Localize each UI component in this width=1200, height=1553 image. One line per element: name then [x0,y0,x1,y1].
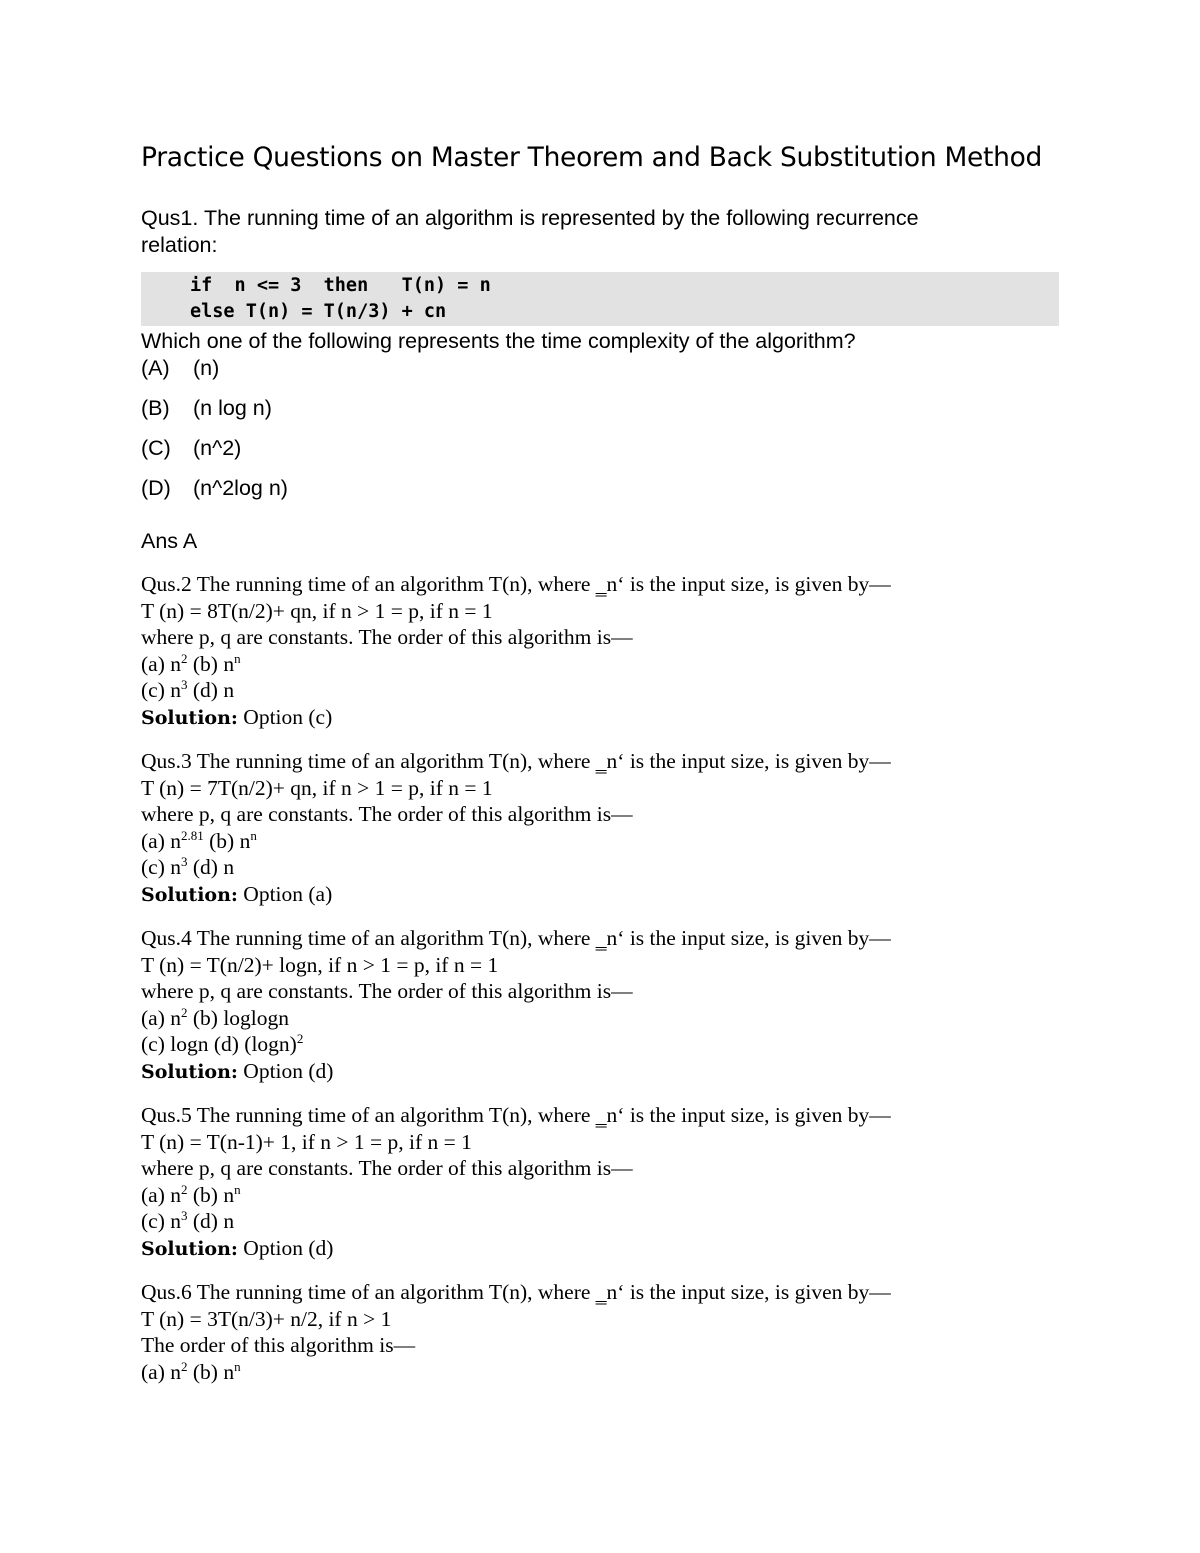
solution [141,704,891,731]
question-recurrence: T (n) = 8T(n/2)+ qn, if n > 1 = p, if n = 1 [141,598,493,623]
option-text: (n^2) [193,436,242,460]
option-a-exponent: 2 [181,1181,188,1197]
option-text: (n^2log n) [193,476,288,500]
option-c-exponent: 3 [181,677,188,692]
options-ab [141,1005,891,1032]
option-b-exponent: n [234,1181,241,1197]
option-letter: (A) [141,356,170,380]
option-a-text: (a) n [141,1005,181,1030]
solution-text: Option (c) [237,704,333,729]
question-recurrence: T (n) = T(n/2)+ logn, if n > 1 = p, if n = 1 [141,952,499,977]
option-a-text: (a) n [141,651,181,676]
question-stem: Qus.2 The running time of an algorithm T(n), where ‗n‘ is the input size, is given by— [141,572,891,596]
code-line-2: else T(n) = T(n/3) + cn [190,301,447,322]
recurrence-code-block [141,272,1059,326]
option-d-text: (d) n [187,855,235,879]
option-b-text: (b) n [203,828,251,853]
solution-text: Option (d) [237,1235,334,1260]
question-stem: Qus.4 The running time of an algorithm T(n), where ‗n‘ is the input size, is given by— [141,926,891,950]
question-6 [141,1279,891,1385]
option-c-exponent: 3 [181,1208,188,1223]
options-ab [141,1182,891,1209]
question-1-stem [141,205,1061,259]
question-4 [141,925,891,1084]
solution-label: Solution: [141,1237,238,1260]
question-order: The order of this algorithm is— [141,1333,416,1357]
question-1-stem-line-2: relation: [141,233,218,257]
question-recurrence: T (n) = 3T(n/3)+ n/2, if n > 1 [141,1306,392,1331]
question-1-prompt: Which one of the following represents the time complexity of the algorithm? [141,329,856,353]
page-title: Practice Questions on Master Theorem and Back Substitution Method [141,142,1043,173]
option-c [141,435,241,462]
question-2 [141,571,891,730]
option-b-text: (b) loglogn [187,1005,290,1030]
question-5 [141,1102,891,1261]
option-c-text: (c) n [141,678,181,702]
option-d-text: (d) n [187,1209,235,1233]
question-recurrence: T (n) = 7T(n/2)+ qn, if n > 1 = p, if n = 1 [141,775,493,800]
question-order: where p, q are constants. The order of this algorithm is— [141,802,633,826]
question-3 [141,748,891,907]
options-ab [141,1359,891,1386]
question-1-answer: Ans A [141,529,198,553]
solution [141,1058,891,1085]
option-cd-text: (c) logn (d) (logn) [141,1032,297,1056]
solution-label: Solution: [141,1060,238,1083]
option-d-exponent: 2 [296,1031,304,1046]
question-recurrence: T (n) = T(n-1)+ 1, if n > 1 = p, if n = 1 [141,1129,472,1154]
option-c-text: (c) n [141,855,181,879]
option-b-text: (b) n [187,651,235,676]
options-ab [141,651,891,678]
options-ab [141,828,891,855]
options-cd [141,854,891,881]
option-a-text: (a) n [141,828,181,853]
solution [141,881,891,908]
option-d-text: (d) n [187,678,235,702]
option-letter: (C) [141,436,171,460]
question-order: where p, q are constants. The order of this algorithm is— [141,1156,633,1180]
question-stem: Qus.3 The running time of an algorithm T(n), where ‗n‘ is the input size, is given by— [141,749,891,773]
solution-label: Solution: [141,883,238,906]
option-a-text: (a) n [141,1359,181,1384]
option-c-text: (c) n [141,1209,181,1233]
option-a [141,355,219,382]
option-b-text: (b) n [187,1359,235,1384]
question-stem: Qus.5 The running time of an algorithm T(n), where ‗n‘ is the input size, is given by— [141,1103,891,1127]
options-cd [141,1031,891,1058]
option-b-exponent: n [234,1358,241,1374]
question-order: where p, q are constants. The order of this algorithm is— [141,625,633,649]
option-a-exponent: 2 [181,1004,188,1020]
option-letter: (B) [141,396,170,420]
option-text: (n) [193,356,220,380]
solution-text: Option (d) [237,1058,334,1083]
option-letter: (D) [141,476,171,500]
option-d [141,475,288,502]
option-text: (n log n) [193,396,272,420]
solution-label: Solution: [141,706,238,729]
option-b-exponent: n [234,650,241,666]
solution [141,1235,891,1262]
question-stem: Qus.6 The running time of an algorithm T(n), where ‗n‘ is the input size, is given by— [141,1280,891,1304]
question-1-stem-line-1: Qus1. The running time of an algorithm is represented by the following recurrence [141,206,919,230]
option-b-exponent: n [250,827,257,843]
option-b-text: (b) n [187,1182,235,1207]
code-line-1: if n <= 3 then T(n) = n [190,275,491,296]
option-b [141,395,272,422]
solution-text: Option (a) [237,881,333,906]
option-c-exponent: 3 [181,854,188,869]
options-cd [141,1208,891,1235]
options-cd [141,677,891,704]
option-a-text: (a) n [141,1182,181,1207]
option-a-exponent: 2.81 [181,827,204,843]
option-a-exponent: 2 [181,1358,188,1374]
question-order: where p, q are constants. The order of this algorithm is— [141,979,633,1003]
option-a-exponent: 2 [181,650,188,666]
